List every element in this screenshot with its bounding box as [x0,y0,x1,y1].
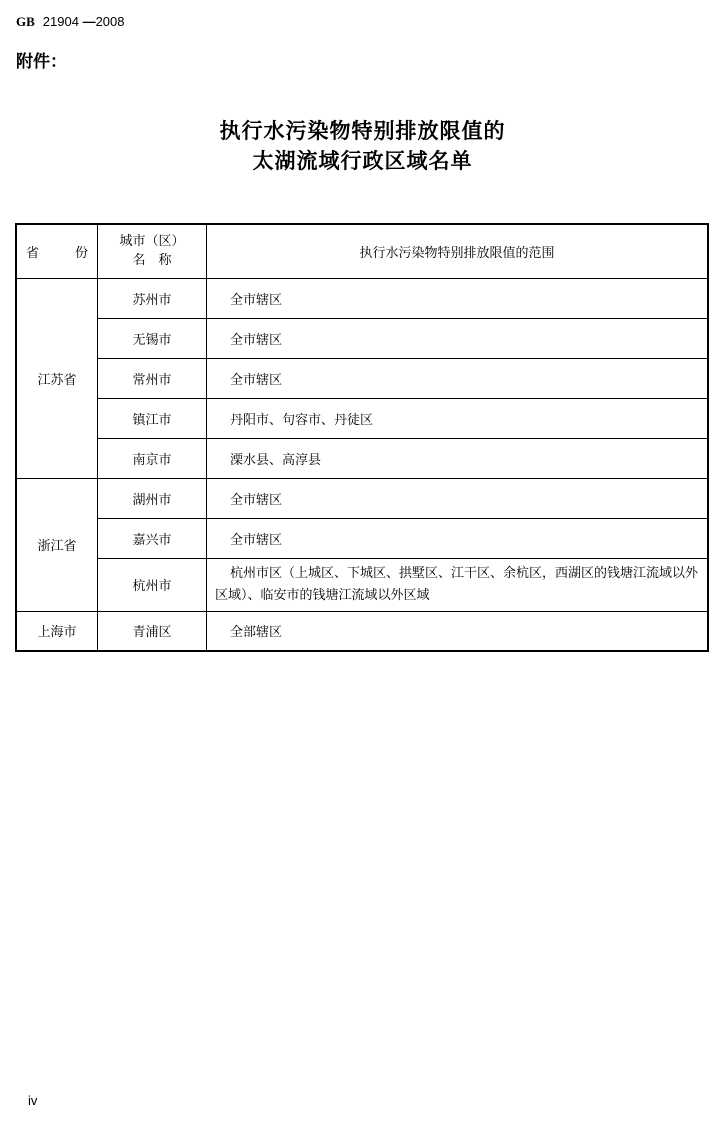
standard-code: GB [16,14,35,29]
attachment-label: 附件： [16,52,67,72]
table-row [16,358,708,398]
standard-header [16,14,125,30]
page-number: iv [28,1093,38,1108]
city-cell: 青浦区 [98,611,207,651]
city-cell: 无锡市 [98,318,207,358]
scope-cell: 全市辖区 [207,318,709,358]
document-title-line2: 太湖流域行政区域名单 [252,149,473,173]
table-row [16,398,708,438]
table-row [16,558,708,611]
province-cell: 江苏省 [16,278,98,478]
region-table [15,223,709,652]
header-province-b: 份 [75,245,89,261]
header-city-line2: 名 称 [132,253,172,269]
province-cell: 浙江省 [16,478,98,611]
table-row [16,611,708,651]
scope-cell: 全市辖区 [207,358,709,398]
city-cell: 杭州市 [98,558,207,611]
province-cell: 上海市 [16,611,98,651]
scope-cell: 溧水县、高淳县 [207,438,709,478]
city-cell: 常州市 [98,358,207,398]
table-row [16,438,708,478]
header-province [16,224,98,278]
table-row [16,518,708,558]
header-province-a: 省 [25,245,39,261]
table-row [16,478,708,518]
city-cell: 镇江市 [98,398,207,438]
scope-cell: 杭州市区（上城区、下城区、拱墅区、江干区、余杭区，西湖区的钱塘江流域以外区域）、临安市的钱塘江流域以外区域 [207,558,709,611]
table-row [16,318,708,358]
table-header-row [16,224,708,278]
table-row [16,278,708,318]
city-cell: 嘉兴市 [98,518,207,558]
city-cell: 南京市 [98,438,207,478]
scope-cell: 全市辖区 [207,278,709,318]
scope-cell: 全市辖区 [207,518,709,558]
city-cell: 苏州市 [98,278,207,318]
header-scope: 执行水污染物特别排放限值的范围 [207,224,709,278]
scope-cell: 全部辖区 [207,611,709,651]
standard-year: 2008 [95,14,125,29]
scope-cell: 丹阳市、句容市、丹徒区 [207,398,709,438]
standard-dash: — [82,14,96,29]
document-title-line1: 执行水污染物特别排放限值的 [219,119,506,143]
header-city [98,224,207,278]
city-cell: 湖州市 [98,478,207,518]
scope-cell: 全市辖区 [207,478,709,518]
header-city-line1: 城市（区） [119,234,185,250]
standard-number: 21904 [42,14,79,29]
